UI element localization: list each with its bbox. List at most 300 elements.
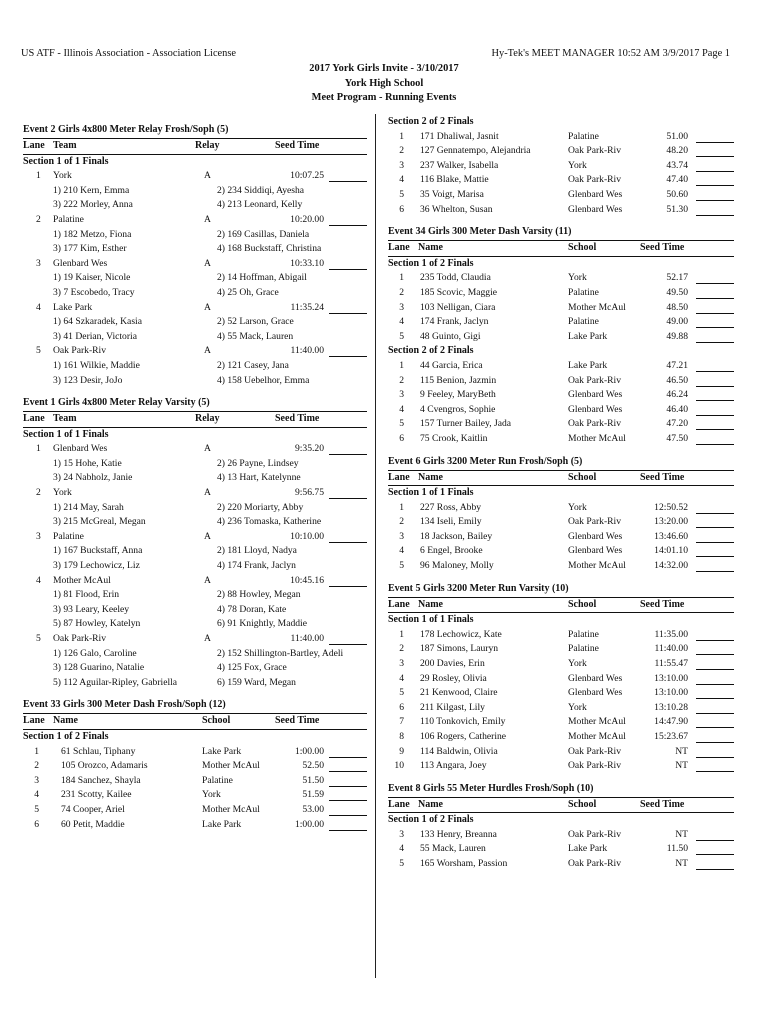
seed-time: 11:40.00	[654, 643, 688, 655]
seed-time: 47.21	[666, 359, 688, 371]
lane-number: 2	[399, 145, 404, 157]
seed-entry-blank	[696, 386, 734, 387]
seed-entry-blank	[696, 327, 734, 328]
lane-number: 2	[36, 213, 41, 225]
team-name: Palatine	[53, 530, 84, 542]
school-name: Palatine	[568, 643, 599, 655]
relay-leg: 4) 168 Buckstaff, Christina	[217, 243, 322, 255]
seed-time: 47.40	[666, 174, 688, 186]
relay-leg: 1) 182 Metzo, Fiona	[53, 228, 132, 240]
section-label: Section 1 of 2 Finals	[388, 814, 474, 826]
athlete-name: 106 Rogers, Catherine	[420, 730, 507, 742]
section-label: Section 1 of 1 Finals	[388, 487, 474, 498]
seed-time: 46.40	[666, 403, 688, 415]
lane-number: 10	[394, 760, 404, 772]
team-name: Mother McAul	[53, 574, 111, 586]
seed-entry-blank	[696, 400, 734, 401]
athlete-name: 165 Worsham, Passion	[420, 858, 508, 869]
relay-leg: 2) 52 Larson, Grace	[217, 316, 294, 328]
school-name: Glenbard Wes	[568, 530, 623, 542]
event-title: Event 1 Girls 4x800 Meter Relay Varsity (5)	[23, 397, 210, 409]
school-name: Palatine	[202, 774, 233, 786]
lane-number: 5	[399, 560, 404, 571]
school-name: York	[202, 789, 221, 801]
athlete-name: 114 Baldwin, Olivia	[420, 745, 498, 757]
col-header-seed: Seed Time	[640, 598, 685, 610]
athlete-name: 74 Cooper, Ariel	[61, 803, 125, 815]
seed-time: 12:50.52	[654, 501, 688, 513]
col-header-lane: Lane	[388, 242, 410, 254]
seed-entry-blank	[696, 640, 734, 641]
col-header-lane: Lane	[388, 471, 410, 483]
seed-entry-blank	[329, 586, 367, 587]
seed-entry-blank	[696, 371, 734, 372]
lane-number: 7	[399, 716, 404, 728]
seed-entry-blank	[696, 415, 734, 416]
lane-number: 9	[399, 745, 404, 757]
lane-number: 3	[399, 657, 404, 669]
athlete-name: 18 Jackson, Bailey	[420, 530, 493, 542]
athlete-name: 105 Orozco, Adamaris	[61, 760, 148, 772]
seed-time: 48.50	[666, 301, 688, 313]
col-header-name: Name	[418, 471, 443, 483]
relay-letter: A	[204, 213, 211, 225]
seed-time: 9:35.20	[294, 443, 324, 455]
seed-entry-blank	[696, 215, 734, 216]
col-header-school: School	[568, 598, 597, 610]
school-name: Oak Park-Riv	[568, 760, 622, 772]
seed-time: 48.20	[666, 145, 688, 157]
seed-time: 11:40.00	[290, 633, 324, 644]
lane-number: 5	[399, 858, 404, 869]
header-rule	[388, 797, 734, 798]
lane-number: 5	[36, 633, 41, 644]
col-header-seed: Seed Time	[275, 413, 320, 425]
col-header-lane: Lane	[23, 140, 45, 151]
seed-time: 10:45.16	[290, 574, 324, 586]
seed-entry-blank	[696, 684, 734, 685]
col-header-school: School	[568, 798, 597, 810]
seed-time: 51.59	[302, 789, 324, 801]
lane-number: 1	[399, 359, 404, 371]
athlete-name: 44 Garcia, Erica	[420, 359, 483, 371]
athlete-name: 75 Crook, Kaitlin	[420, 432, 488, 444]
seed-entry-blank	[696, 869, 734, 870]
lane-number: 3	[399, 828, 404, 840]
school-name: Lake Park	[202, 818, 242, 830]
seed-entry-blank	[696, 840, 734, 841]
athlete-name: 35 Voigt, Marisa	[420, 189, 484, 200]
athlete-name: 237 Walker, Isabella	[420, 159, 499, 171]
lane-number: 4	[399, 545, 404, 557]
lane-number: 6	[399, 203, 404, 215]
athlete-name: 187 Simons, Lauryn	[420, 643, 499, 655]
school-name: York	[568, 701, 587, 713]
lane-number: 5	[399, 418, 404, 430]
section-label: Section 1 of 1 Finals	[23, 428, 109, 440]
seed-entry-blank	[696, 156, 734, 157]
seed-entry-blank	[696, 727, 734, 728]
athlete-name: 134 Iseli, Emily	[420, 516, 482, 528]
school-name: Oak Park-Riv	[568, 145, 622, 157]
col-header-seed: Seed Time	[275, 715, 320, 727]
seed-time: 46.24	[666, 389, 688, 401]
relay-leg: 1) 126 Galo, Caroline	[53, 647, 137, 659]
team-name: Oak Park-Riv	[53, 633, 107, 644]
header-rule	[388, 597, 734, 598]
seed-time: 1:00.00	[294, 745, 324, 757]
athlete-name: 127 Gennatempo, Alejandria	[420, 145, 531, 157]
team-name: Lake Park	[53, 301, 93, 313]
athlete-name: 29 Rosley, Olivia	[420, 672, 487, 684]
seed-time: NT	[675, 858, 688, 869]
meet-manager-header: Hy-Tek's MEET MANAGER 10:52 AM 3/9/2017 Page 1	[491, 48, 730, 59]
seed-time: 13:20.00	[654, 516, 688, 528]
seed-entry-blank	[329, 644, 367, 645]
seed-entry-blank	[329, 269, 367, 270]
header-rule	[388, 240, 734, 241]
lane-number: 8	[399, 730, 404, 742]
athlete-name: 178 Lechowicz, Kate	[420, 628, 502, 640]
lane-number: 2	[34, 760, 39, 772]
lane-number: 1	[399, 501, 404, 513]
seed-entry-blank	[696, 313, 734, 314]
seed-time: 11:40.00	[290, 345, 324, 357]
seed-entry-blank	[696, 854, 734, 855]
school-name: Glenbard Wes	[568, 389, 623, 401]
athlete-name: 171 Dhaliwal, Jasnit	[420, 130, 499, 142]
school-name: Glenbard Wes	[568, 545, 623, 557]
relay-leg: 2) 26 Payne, Lindsey	[217, 457, 299, 469]
lane-number: 3	[34, 774, 39, 786]
lane-number: 5	[399, 687, 404, 699]
lane-number: 4	[399, 843, 404, 855]
seed-time: 11:35.00	[654, 628, 688, 640]
seed-time: 13:10.00	[654, 687, 688, 699]
seed-entry-blank	[329, 800, 367, 801]
relay-leg: 4) 25 Oh, Grace	[217, 286, 279, 298]
athlete-name: 96 Maloney, Molly	[420, 560, 494, 571]
school-name: Oak Park-Riv	[568, 374, 622, 386]
seed-time: 47.50	[666, 432, 688, 444]
athlete-name: 6 Engel, Brooke	[420, 545, 483, 557]
seed-time: 49.88	[666, 330, 688, 342]
lane-number: 3	[399, 159, 404, 171]
lane-number: 5	[399, 189, 404, 200]
seed-time: 52.17	[666, 272, 688, 284]
seed-entry-blank	[696, 200, 734, 201]
school-name: Oak Park-Riv	[568, 858, 622, 869]
relay-leg: 6) 159 Ward, Megan	[217, 676, 296, 688]
school-name: Mother McAul	[568, 432, 626, 444]
lane-number: 4	[399, 174, 404, 186]
school-name: Lake Park	[568, 359, 608, 371]
school-name: Palatine	[568, 130, 599, 142]
col-header-name: Team	[53, 413, 77, 425]
seed-entry-blank	[696, 757, 734, 758]
seed-entry-blank	[329, 313, 367, 314]
event-title: Event 34 Girls 300 Meter Dash Varsity (11)	[388, 226, 572, 238]
school-name: Mother McAul	[202, 760, 260, 772]
seed-entry-blank	[696, 571, 734, 572]
seed-entry-blank	[329, 454, 367, 455]
seed-time: 49.50	[666, 286, 688, 298]
relay-leg: 3) 177 Kim, Esther	[53, 243, 127, 255]
relay-leg: 3) 215 McGreal, Megan	[53, 516, 146, 528]
seed-time: 10:20.00	[290, 213, 324, 225]
lane-number: 6	[34, 818, 39, 830]
school-name: York	[568, 501, 587, 513]
relay-leg: 2) 234 Siddiqi, Ayesha	[217, 184, 305, 196]
col-header-seed: Seed Time	[640, 471, 685, 483]
relay-leg: 3) 128 Guarino, Natalie	[53, 662, 145, 674]
seed-time: 10:33.10	[290, 257, 324, 269]
col-header-lane: Lane	[388, 598, 410, 610]
seed-entry-blank	[696, 742, 734, 743]
school-name: Oak Park-Riv	[568, 174, 622, 186]
seed-entry-blank	[696, 698, 734, 699]
school-name: Palatine	[568, 628, 599, 640]
school-name: York	[568, 657, 587, 669]
seed-entry-blank	[696, 429, 734, 430]
relay-leg: 1) 64 Szkaradek, Kasia	[53, 316, 142, 328]
seed-entry-blank	[329, 786, 367, 787]
lane-number: 3	[399, 530, 404, 542]
seed-time: 11:35.24	[290, 301, 324, 313]
event-title: Event 5 Girls 3200 Meter Run Varsity (10)	[388, 582, 569, 594]
team-name: Glenbard Wes	[53, 257, 108, 269]
header-rule	[388, 256, 734, 257]
relay-leg: 3) 93 Leary, Keeley	[53, 603, 130, 615]
school-name: Glenbard Wes	[568, 403, 623, 415]
seed-time: NT	[675, 828, 688, 840]
athlete-name: 113 Angara, Joey	[420, 760, 487, 772]
school-name: York	[568, 159, 587, 171]
school-name: Mother McAul	[568, 730, 626, 742]
lane-number: 1	[36, 443, 41, 455]
seed-time: 47.20	[666, 418, 688, 430]
school-name: Glenbard Wes	[568, 189, 623, 200]
lane-number: 1	[399, 130, 404, 142]
seed-time: 11.50	[666, 843, 688, 855]
lane-number: 3	[399, 301, 404, 313]
relay-leg: 1) 81 Flood, Erin	[53, 589, 120, 601]
meet-title: 2017 York Girls Invite - 3/10/2017	[309, 63, 459, 74]
seed-entry-blank	[696, 713, 734, 714]
lane-number: 5	[36, 345, 41, 357]
relay-leg: 5) 87 Howley, Katelyn	[53, 618, 141, 630]
seed-time: 43.74	[666, 159, 688, 171]
seed-entry-blank	[696, 527, 734, 528]
athlete-name: 36 Whelton, Susan	[420, 203, 493, 215]
lane-number: 1	[36, 170, 41, 182]
relay-letter: A	[204, 257, 211, 269]
col-header-name: Team	[53, 140, 77, 151]
seed-entry-blank	[696, 771, 734, 772]
relay-leg: 3) 222 Morley, Anna	[53, 199, 133, 211]
relay-leg: 1) 161 Wilkie, Maddie	[53, 359, 140, 371]
relay-leg: 4) 125 Fox, Grace	[217, 662, 287, 674]
lane-number: 2	[399, 643, 404, 655]
seed-time: 46.50	[666, 374, 688, 386]
lane-number: 3	[36, 530, 41, 542]
lane-number: 4	[36, 574, 41, 586]
athlete-name: 9 Feeley, MaryBeth	[420, 389, 496, 401]
relay-letter: A	[204, 633, 211, 644]
header-rule	[388, 470, 734, 471]
lane-number: 5	[34, 803, 39, 815]
relay-leg: 3) 24 Nabholz, Janie	[53, 472, 133, 484]
col-header-school: Relay	[195, 413, 220, 425]
relay-leg: 3) 179 Lechowicz, Liz	[53, 560, 140, 571]
event-title: Event 33 Girls 300 Meter Dash Frosh/Soph (12)	[23, 699, 226, 711]
relay-leg: 3) 7 Escobedo, Tracy	[53, 286, 135, 298]
team-name: Oak Park-Riv	[53, 345, 107, 357]
col-header-lane: Lane	[388, 798, 410, 810]
athlete-name: 227 Ross, Abby	[420, 501, 482, 513]
header-rule	[23, 411, 367, 412]
col-header-lane: Lane	[23, 413, 45, 425]
meet-license-header: US ATF - Illinois Association - Association License	[21, 48, 237, 59]
athlete-name: 157 Turner Bailey, Jada	[420, 418, 512, 430]
header-rule	[388, 612, 734, 613]
seed-entry-blank	[329, 771, 367, 772]
seed-entry-blank	[329, 498, 367, 499]
lane-number: 2	[399, 286, 404, 298]
seed-entry-blank	[696, 654, 734, 655]
program-title: Meet Program - Running Events	[311, 92, 457, 104]
athlete-name: 235 Todd, Claudia	[420, 272, 491, 284]
section-label: Section 1 of 2 Finals	[23, 730, 109, 742]
seed-time: 50.60	[666, 189, 688, 200]
seed-entry-blank	[696, 298, 734, 299]
col-header-school: School	[202, 715, 231, 727]
relay-letter: A	[204, 530, 211, 542]
relay-leg: 4) 213 Leonard, Kelly	[217, 199, 303, 211]
col-header-name: Name	[418, 598, 443, 610]
seed-entry-blank	[696, 283, 734, 284]
school-name: Mother McAul	[202, 803, 260, 815]
relay-letter: A	[204, 170, 211, 182]
section-label: Section 1 of 1 Finals	[23, 155, 109, 167]
seed-time: 10:07.25	[290, 170, 324, 182]
athlete-name: 185 Scovic, Maggie	[420, 286, 498, 298]
relay-leg: 4) 55 Mack, Lauren	[217, 330, 294, 342]
seed-time: 14:47.90	[654, 716, 688, 728]
relay-letter: A	[204, 345, 211, 357]
school-name: Glenbard Wes	[568, 672, 623, 684]
seed-entry-blank	[696, 513, 734, 514]
header-rule	[23, 729, 367, 730]
relay-leg: 1) 15 Hohe, Katie	[53, 457, 122, 469]
relay-leg: 4) 78 Doran, Kate	[217, 603, 287, 615]
header-rule	[388, 812, 734, 813]
section-label: Section 2 of 2 Finals	[388, 116, 474, 127]
lane-number: 1	[34, 745, 39, 757]
athlete-name: 133 Henry, Breanna	[420, 828, 497, 840]
relay-letter: A	[204, 574, 211, 586]
col-header-seed: Seed Time	[640, 798, 685, 810]
relay-leg: 4) 13 Hart, Katelynne	[217, 472, 301, 484]
lane-number: 4	[36, 301, 41, 313]
lane-number: 4	[399, 316, 404, 328]
athlete-name: 4 Cvengros, Sophie	[420, 403, 496, 415]
seed-entry-blank	[329, 542, 367, 543]
lane-number: 2	[399, 374, 404, 386]
seed-entry-blank	[696, 444, 734, 445]
col-header-school: Relay	[195, 140, 220, 151]
lane-number: 3	[36, 257, 41, 269]
lane-number: 4	[399, 672, 404, 684]
seed-entry-blank	[696, 556, 734, 557]
athlete-name: 200 Davies, Erin	[420, 657, 485, 669]
seed-entry-blank	[696, 171, 734, 172]
athlete-name: 184 Sanchez, Shayla	[61, 774, 141, 786]
school-name: Oak Park-Riv	[568, 418, 622, 430]
lane-number: 6	[399, 432, 404, 444]
team-name: York	[53, 487, 72, 498]
athlete-name: 103 Nelligan, Ciara	[420, 301, 496, 313]
athlete-name: 60 Petit, Maddie	[61, 818, 125, 830]
relay-leg: 5) 112 Aguilar-Ripley, Gabriella	[53, 676, 178, 688]
relay-letter: A	[204, 301, 211, 313]
header-rule	[23, 713, 367, 714]
team-name: York	[53, 170, 72, 182]
seed-time: 11:55.47	[654, 657, 688, 669]
relay-leg: 2) 181 Lloyd, Nadya	[217, 545, 297, 557]
relay-leg: 2) 169 Casillas, Daniela	[217, 228, 310, 240]
seed-entry-blank	[696, 669, 734, 670]
section-label: Section 2 of 2 Finals	[388, 345, 474, 357]
relay-leg: 3) 41 Derian, Victoria	[53, 330, 137, 342]
school-name: Palatine	[568, 316, 599, 328]
lane-number: 6	[399, 701, 404, 713]
seed-time: 52.50	[302, 760, 324, 772]
school-name: Mother McAul	[568, 716, 626, 728]
event-title: Event 8 Girls 55 Meter Hurdles Frosh/Soph (10)	[388, 782, 594, 794]
seed-time: 9:56.75	[294, 487, 324, 498]
relay-letter: A	[204, 487, 211, 498]
athlete-name: 110 Tonkovich, Emily	[420, 716, 506, 728]
seed-time: 10:10.00	[290, 530, 324, 542]
seed-time: NT	[675, 760, 688, 772]
relay-leg: 4) 158 Uebelhor, Emma	[217, 374, 310, 386]
seed-entry-blank	[329, 356, 367, 357]
relay-leg: 4) 174 Frank, Jaclyn	[217, 560, 296, 571]
header-rule	[23, 138, 367, 139]
seed-time: 14:32.00	[654, 560, 688, 571]
relay-leg: 2) 220 Moriarty, Abby	[217, 501, 304, 513]
column-divider	[375, 114, 376, 978]
school-name: Glenbard Wes	[568, 203, 623, 215]
school-name: Oak Park-Riv	[568, 745, 622, 757]
lane-number: 4	[399, 403, 404, 415]
school-name: Lake Park	[202, 745, 242, 757]
col-header-school: School	[568, 242, 597, 254]
col-header-lane: Lane	[23, 715, 45, 727]
col-header-school: School	[568, 471, 597, 483]
relay-leg: 2) 152 Shillington-Bartley, Adeli	[217, 647, 344, 659]
relay-leg: 2) 88 Howley, Megan	[217, 589, 301, 601]
event-title: Event 6 Girls 3200 Meter Run Frosh/Soph (5)	[388, 455, 583, 467]
relay-leg: 1) 210 Kern, Emma	[53, 184, 130, 196]
relay-leg: 2) 14 Hoffman, Abigail	[217, 272, 307, 284]
team-name: Glenbard Wes	[53, 443, 108, 455]
lane-number: 1	[399, 272, 404, 284]
section-label: Section 1 of 2 Finals	[388, 257, 474, 269]
col-header-name: Name	[418, 242, 443, 254]
athlete-name: 55 Mack, Lauren	[420, 843, 486, 855]
